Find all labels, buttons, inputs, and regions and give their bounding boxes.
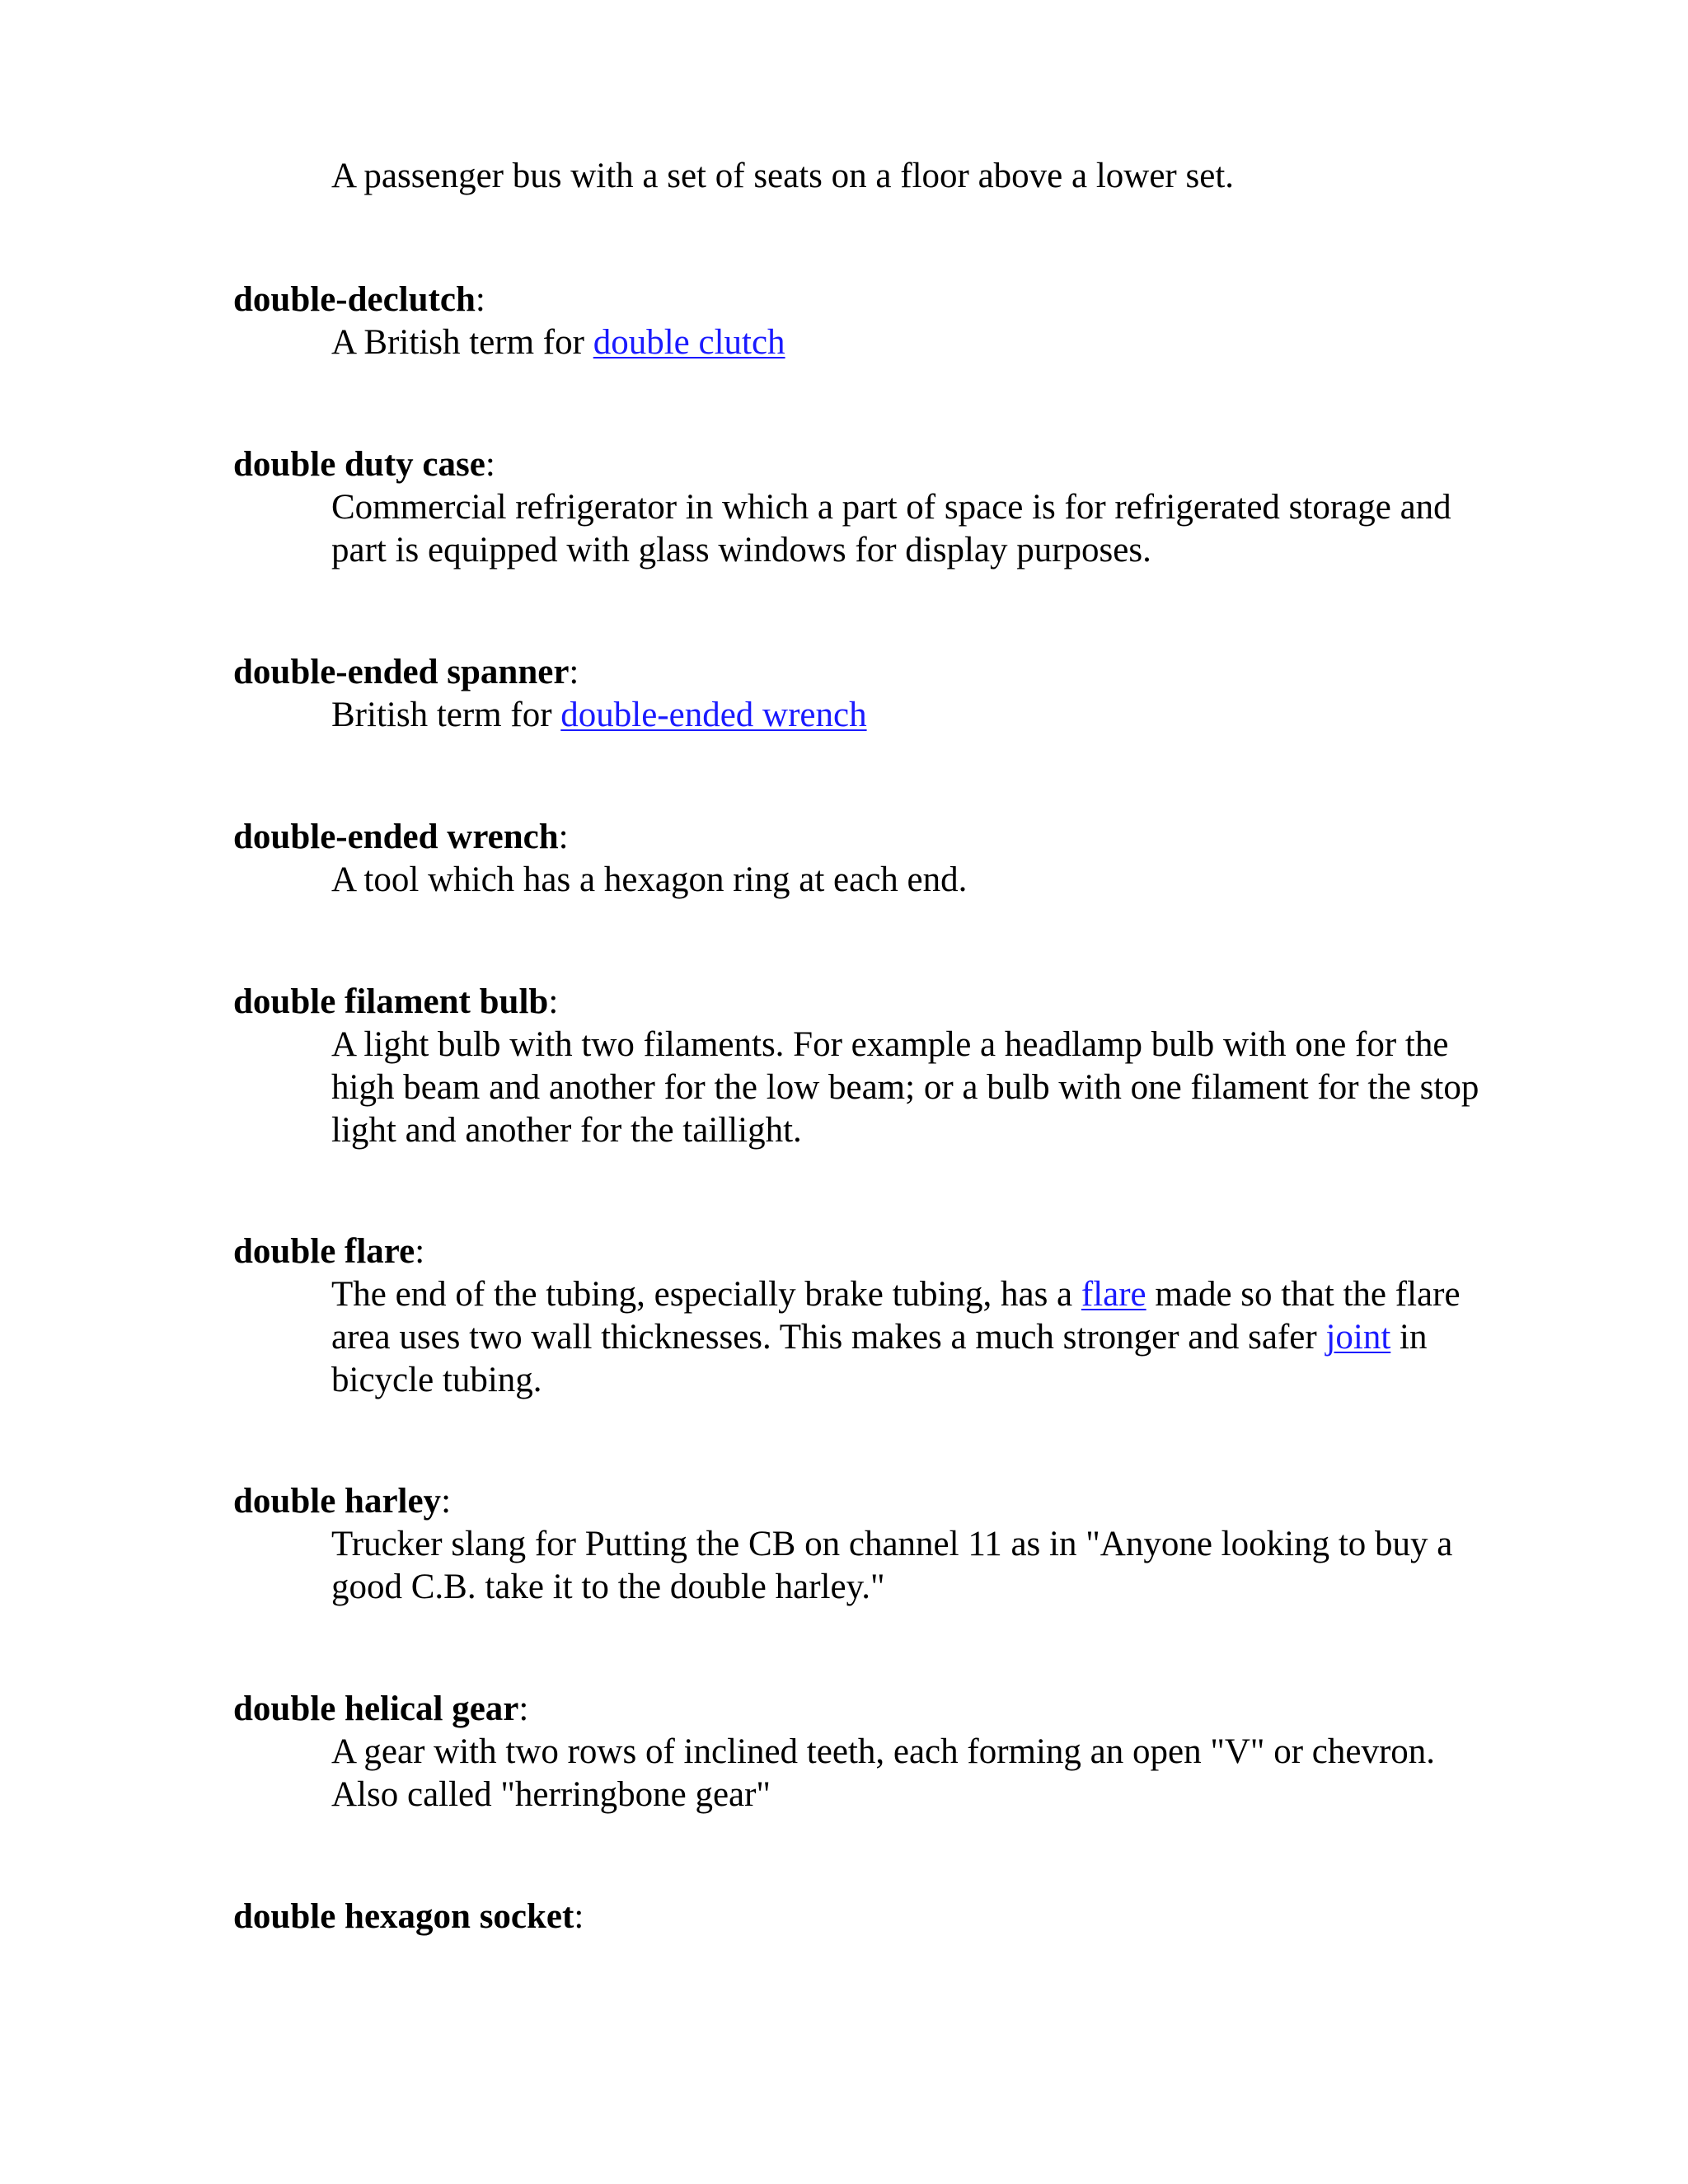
entry-term: double-declutch xyxy=(233,280,476,319)
entry-definition: British term for double-ended wrench xyxy=(331,696,867,734)
glossary-entry-double-filament-bulb: double filament bulb: A light bulb with two filaments. For example a headlamp bulb with one for the high beam and another for the low beam; or a bulb with one filament for the stop light and another for the taillight. xyxy=(233,981,1519,1152)
entry-definition: A British term for double clutch xyxy=(331,323,785,362)
entry-term: double duty case xyxy=(233,445,485,484)
entry-term: double harley xyxy=(233,1482,442,1521)
entry-term: double-ended spanner xyxy=(233,653,570,691)
entry-definition: Trucker slang for Putting the CB on channel 11 as in "Anyone looking to buy a good C.B. take it to the double harley." xyxy=(331,1525,1453,1606)
entry-term: double flare xyxy=(233,1232,415,1271)
glossary-entry-double-duty-case: double duty case: Commercial refrigerator in which a part of space is for refrigerated storage and part is equipped with glass windows for display purposes. xyxy=(233,443,1519,572)
entry-definition: Commercial refrigerator in which a part of space is for refrigerated storage and part is equipped with glass windows for display purposes. xyxy=(331,488,1451,569)
glossary-entry-double-ended-wrench: double-ended wrench: A tool which has a hexagon ring at each end. xyxy=(233,816,1519,902)
link-double-ended-wrench[interactable]: double-ended wrench xyxy=(560,696,867,734)
entry-term: double helical gear xyxy=(233,1690,519,1728)
glossary-entry-double-declutch: double-declutch: A British term for double clutch xyxy=(233,279,1519,364)
entry-definition: A tool which has a hexagon ring at each end. xyxy=(331,860,968,899)
entry-term: double-ended wrench xyxy=(233,818,559,856)
entry-term: double hexagon socket xyxy=(233,1897,574,1936)
glossary-entry-double-flare: double flare: The end of the tubing, especially brake tubing, has a flare made so that the flare area uses two wall thicknesses. This makes a much stronger and safer joint in bicycle tubing. xyxy=(233,1230,1519,1402)
entry-definition: A light bulb with two filaments. For example a headlamp bulb with one for the high beam and another for the low beam; or a bulb with one filament for the stop light and another for the taillight. xyxy=(331,1025,1479,1150)
entry-definition: A gear with two rows of inclined teeth, each forming an open "V" or chevron. Also called "herringbone gear" xyxy=(331,1732,1436,1814)
glossary-entry-double-hexagon-socket: double hexagon socket: xyxy=(233,1897,584,1936)
glossary-entry-double-harley: double harley: Trucker slang for Putting the CB on channel 11 as in "Anyone looking to buy a good C.B. take it to the double harley." xyxy=(233,1480,1519,1609)
continued-definition: A passenger bus with a set of seats on a floor above a lower set. xyxy=(331,157,1235,195)
link-double-clutch[interactable]: double clutch xyxy=(593,323,785,362)
link-flare[interactable]: flare xyxy=(1081,1275,1146,1314)
entry-definition: The end of the tubing, especially brake tubing, has a flare made so that the flare area uses two wall thicknesses. This makes a much stronger and safer joint in bicycle tubing. xyxy=(331,1275,1461,1399)
link-joint[interactable]: joint xyxy=(1325,1318,1391,1357)
glossary-entry-double-ended-spanner: double-ended spanner: British term for double-ended wrench xyxy=(233,651,1519,737)
entry-term: double filament bulb xyxy=(233,982,549,1021)
glossary-entry-double-helical-gear: double helical gear: A gear with two rows of inclined teeth, each forming an open "V" or chevron. Also called "herringbone gear" xyxy=(233,1688,1519,1816)
